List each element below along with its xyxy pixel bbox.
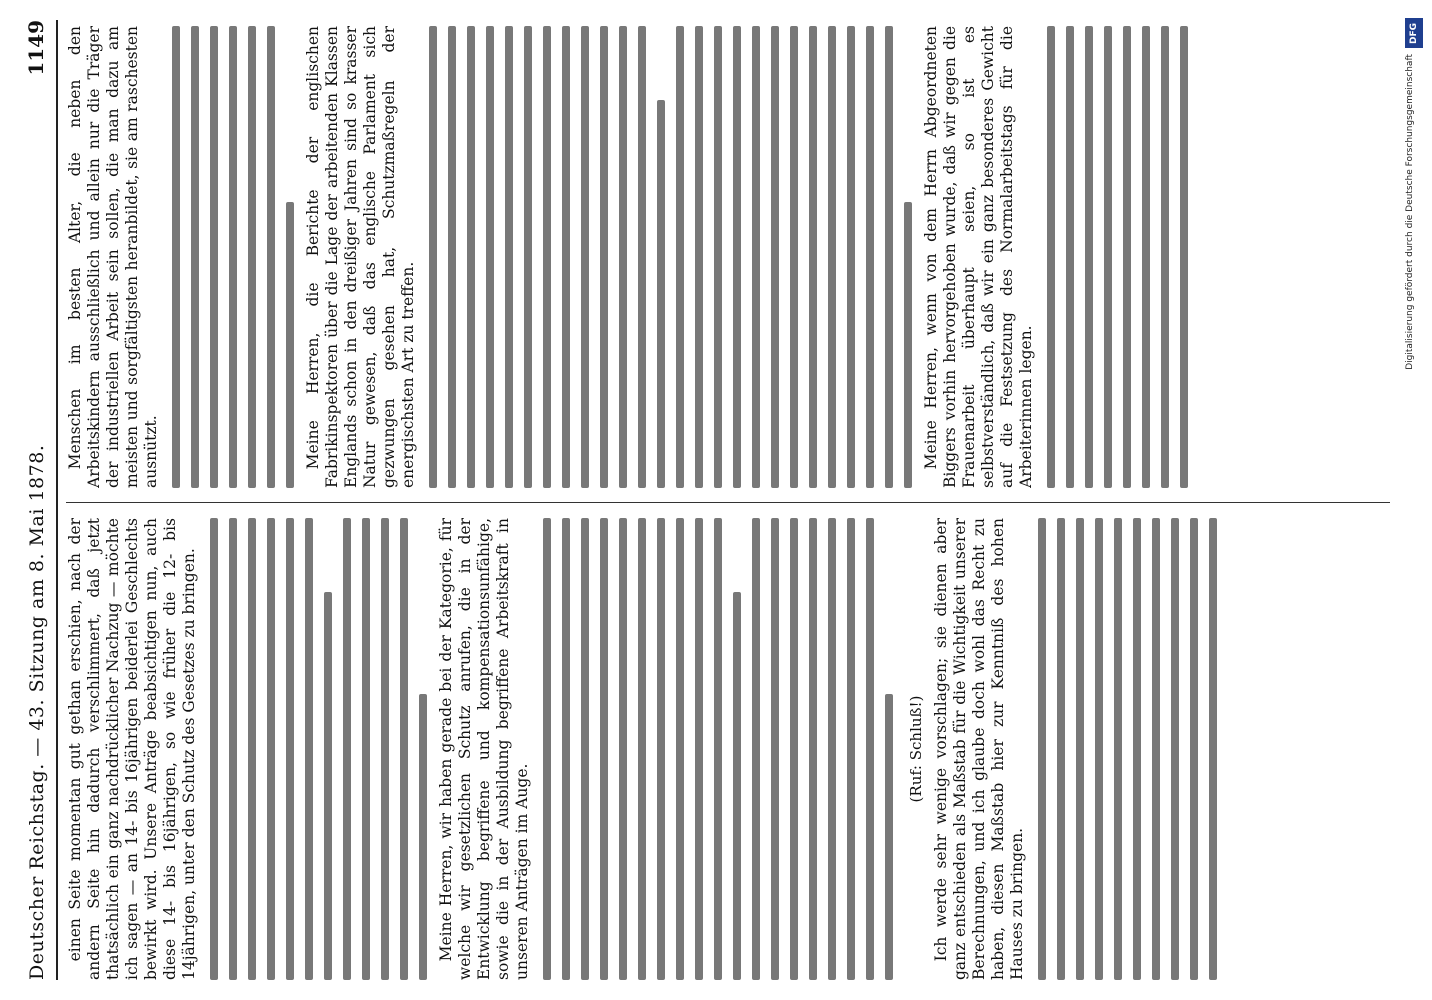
illegible-text-line xyxy=(1104,26,1112,488)
illegible-text-line xyxy=(362,518,370,980)
right-paragraph-2: Meine Herren, die Berichte der englischen Fabrikinspektoren über die Lage der arbeitenden Klassen Englands schon in den dreißiger Jahren sind so krasser Natur gewesen, daß das englische Parlament sich gezwungen gesehen hat, Schutzmaßregeln der energischsten Art zu treffen. xyxy=(304,26,417,488)
illegible-text-line xyxy=(714,518,722,980)
illegible-text-line xyxy=(505,26,513,488)
illegible-text-line xyxy=(1171,518,1179,980)
page-number: 1149 xyxy=(24,20,48,76)
illegible-text-line xyxy=(1066,26,1074,488)
illegible-text-line xyxy=(809,518,817,980)
illegible-text-line xyxy=(1152,518,1160,980)
illegible-text-line xyxy=(1161,26,1169,488)
right-paragraph-1: Menschen im besten Alter, die neben den Arbeitskindern ausschließlich und allein nur die Träger der industriellen Arbeit sein sollen, die man dazu am meisten und sorgfältigsten heranbildet, sie am raschesten ausnützt. xyxy=(66,26,160,488)
illegible-text-line xyxy=(286,202,294,488)
illegible-text-line xyxy=(1180,26,1188,488)
illegible-text-line xyxy=(1047,26,1055,488)
illegible-text-line xyxy=(229,518,237,980)
running-head: Deutscher Reichstag. — 43. Sitzung am 8. Mai 1878. xyxy=(26,444,48,980)
left-paragraph-2: Meine Herren, wir haben gerade bei der Kategorie, für welche wir gesetzlichen Schutz anrufen, die in der Entwicklung begriffene und kompensationsunfähige, sowie die in der Ausbildung begriffene Arbeitskraft in unseren Anträgen im Auge. xyxy=(437,518,531,980)
illegible-text-line xyxy=(543,518,551,980)
illegible-text-line xyxy=(400,518,408,980)
illegible-text-line xyxy=(1057,518,1065,980)
illegible-text-line xyxy=(847,26,855,488)
illegible-text-line xyxy=(172,26,180,488)
illegible-text-line xyxy=(866,26,874,488)
illegible-text-line xyxy=(1095,518,1103,980)
illegible-text-line xyxy=(828,26,836,488)
illegible-text-line xyxy=(419,694,427,980)
illegible-text-line xyxy=(305,518,313,980)
illegible-text-line xyxy=(695,26,703,488)
digitization-credit xyxy=(1403,18,1425,988)
illegible-text-line xyxy=(381,518,389,980)
illegible-text-line xyxy=(771,26,779,488)
illegible-text-line xyxy=(847,518,855,980)
illegible-text-line xyxy=(1076,518,1084,980)
illegible-text-line xyxy=(866,518,874,980)
illegible-text-line xyxy=(581,518,589,980)
illegible-text-line xyxy=(267,26,275,488)
illegible-text-line xyxy=(752,518,760,980)
illegible-text-line xyxy=(286,518,294,980)
illegible-text-line xyxy=(1133,518,1141,980)
illegible-text-line xyxy=(676,26,684,488)
left-paragraph-1: einen Seite momentan gut gethan erschien, nach der andern Seite hin dadurch verschlimmert, daß jetzt thatsächlich ein ganz nachdrücklicher Nachzug — möchte ich sagen — an 14- bis 16jährigen beiderlei Geschlechts bewirkt wird. Unsere Anträge beabsichtigen nun, auch diese 14- bis 16jährigen, so wie früher die 12- bis 14jährigen, unter den Schutz des Gesetzes zu bringen. xyxy=(66,518,198,980)
left-column xyxy=(66,518,1390,980)
illegible-text-line xyxy=(581,26,589,488)
illegible-text-line xyxy=(657,518,665,980)
illegible-text-line xyxy=(885,694,893,980)
illegible-text-line xyxy=(267,518,275,980)
dfg-logo-icon: DFG xyxy=(1405,18,1423,48)
illegible-text-line xyxy=(191,26,199,488)
illegible-text-line xyxy=(809,26,817,488)
illegible-text-line xyxy=(1209,518,1217,980)
illegible-text-line xyxy=(524,26,532,488)
illegible-text-line xyxy=(486,26,494,488)
illegible-text-line xyxy=(790,26,798,488)
illegible-text-line xyxy=(229,26,237,488)
illegible-text-line xyxy=(562,26,570,488)
illegible-text-line xyxy=(695,518,703,980)
page-header xyxy=(20,20,58,980)
illegible-text-line xyxy=(600,26,608,488)
illegible-text-line xyxy=(600,518,608,980)
right-paragraph-3: Meine Herren, wenn von dem Herrn Abgeordneten Biggers vorhin hervorgehoben wurde, daß wir gegen die Frauenarbeit überhaupt seien, so ist es selbstverständlich, daß wir ein ganz besonderes Gewicht auf die Festsetzung des Normalarbeitstags für die Arbeiterinnen legen. xyxy=(922,26,1035,488)
interjection-note: (Ruf: Schluß!) xyxy=(907,695,925,803)
illegible-text-line xyxy=(752,26,760,488)
illegible-text-line xyxy=(771,518,779,980)
illegible-text-line xyxy=(790,518,798,980)
illegible-text-line xyxy=(676,518,684,980)
illegible-text-line xyxy=(248,518,256,980)
illegible-text-line xyxy=(904,202,912,488)
illegible-text-line xyxy=(210,518,218,980)
left-paragraph-3: Ich werde sehr wenige vorschlagen; sie dienen aber ganz entschieden als Maßstab für die Wichtigkeit unserer Berechnungen, und ich glaube doch wohl das Recht zu haben, diesen Maßstab hier zur Kenntniß des hohen Hauses zu bringen. xyxy=(932,518,1026,980)
right-column xyxy=(66,26,1390,488)
illegible-text-line xyxy=(467,26,475,488)
illegible-text-line xyxy=(210,26,218,488)
illegible-text-line xyxy=(1123,26,1131,488)
illegible-text-line xyxy=(448,26,456,488)
illegible-text-line xyxy=(248,26,256,488)
illegible-text-line xyxy=(1038,518,1046,980)
illegible-text-line xyxy=(324,592,332,980)
illegible-text-line xyxy=(1085,26,1093,488)
illegible-text-line xyxy=(733,26,741,488)
illegible-text-line xyxy=(1190,518,1198,980)
illegible-text-line xyxy=(562,518,570,980)
column-divider xyxy=(66,502,1390,503)
illegible-text-line xyxy=(543,26,551,488)
illegible-text-line xyxy=(638,26,646,488)
illegible-text-line xyxy=(429,26,437,488)
illegible-text-line xyxy=(828,518,836,980)
illegible-text-line xyxy=(733,592,741,980)
illegible-text-line xyxy=(885,26,893,488)
illegible-text-line xyxy=(638,518,646,980)
illegible-text-line xyxy=(1142,26,1150,488)
illegible-text-line xyxy=(714,26,722,488)
credit-text: Digitalisierung gefördert durch die Deutsche Forschungsgemeinschaft xyxy=(1405,54,1415,370)
illegible-text-line xyxy=(657,100,665,488)
illegible-text-line xyxy=(343,518,351,980)
illegible-text-line xyxy=(619,26,627,488)
illegible-text-line xyxy=(619,518,627,980)
illegible-text-line xyxy=(1114,518,1122,980)
